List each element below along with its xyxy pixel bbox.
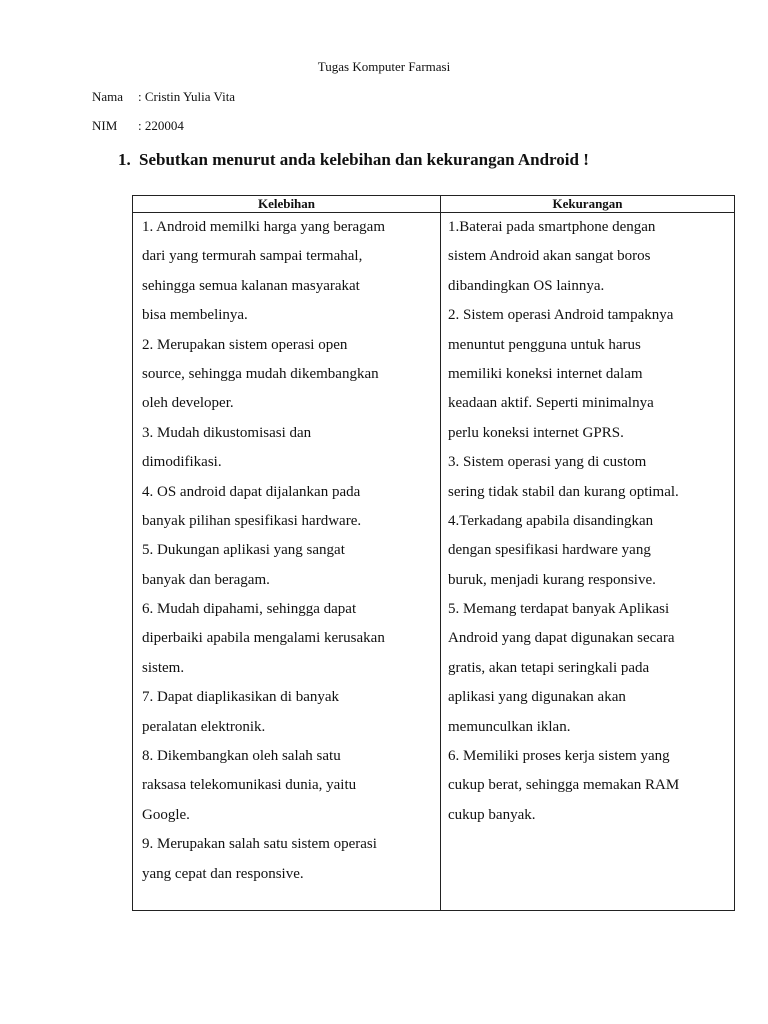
text-line: 2. Sistem operasi Android tampaknya [448, 307, 674, 324]
text-line: dengan spesifikasi hardware yang [448, 542, 651, 559]
question-heading [118, 150, 589, 170]
text-line: perlu koneksi internet GPRS. [448, 424, 624, 441]
question-text: Sebutkan menurut anda kelebihan dan kekurangan Android ! [139, 150, 589, 169]
text-line: source, sehingga mudah dikembangkan [142, 365, 379, 382]
kelebihan-cell [133, 213, 441, 911]
text-line: bisa membelinya. [142, 307, 248, 324]
text-line: 6. Memiliki proses kerja sistem yang [448, 748, 670, 765]
text-line: 3. Sistem operasi yang di custom [448, 454, 647, 471]
text-line: sistem. [142, 659, 185, 676]
kekurangan-list [441, 213, 734, 830]
kekurangan-cell [441, 213, 735, 911]
text-line: 1.Baterai pada smartphone dengan [448, 219, 656, 235]
text-line: cukup berat, sehingga memakan RAM [448, 777, 680, 794]
text-line: raksasa telekomunikasi dunia, yaitu [142, 777, 357, 794]
text-line: dimodifikasi. [142, 454, 222, 471]
text-line: aplikasi yang digunakan akan [448, 689, 626, 706]
text-line: 6. Mudah dipahami, sehingga dapat [142, 601, 357, 618]
text-line: dibandingkan OS lainnya. [448, 277, 605, 294]
text-line: diperbaiki apabila mengalami kerusakan [142, 630, 385, 647]
comparison-table [132, 195, 735, 911]
text-line: sehingga semua kalanan masyarakat [142, 277, 360, 294]
table-body-row [133, 213, 735, 911]
text-line: 9. Merupakan salah satu sistem operasi [142, 836, 377, 853]
name-value: : Cristin Yulia Vita [138, 89, 236, 104]
text-line: memiliki koneksi internet dalam [448, 365, 643, 382]
text-line: 5. Dukungan aplikasi yang sangat [142, 542, 345, 559]
nim-value: : 220004 [138, 118, 184, 133]
question-number: 1. [118, 150, 131, 169]
text-line: banyak pilihan spesifikasi hardware. [142, 512, 362, 529]
text-line: cukup banyak. [448, 806, 536, 823]
text-line: 1. Android memilki harga yang beragam [142, 219, 385, 235]
text-line: menuntut pengguna untuk harus [448, 336, 641, 353]
text-line: Android yang dapat digunakan secara [448, 630, 675, 647]
text-line: buruk, menjadi kurang responsive. [448, 571, 656, 588]
text-line: keadaan aktif. Seperti minimalnya [448, 395, 654, 412]
text-line: yang cepat dan responsive. [142, 865, 304, 882]
header-kelebihan: Kelebihan [133, 196, 441, 213]
kelebihan-list [133, 213, 440, 889]
name-label: Nama [92, 89, 124, 104]
text-line: peralatan elektronik. [142, 718, 266, 735]
text-line: banyak dan beragam. [142, 571, 270, 588]
text-line: 2. Merupakan sistem operasi open [142, 336, 348, 353]
text-line: sistem Android akan sangat boros [448, 248, 651, 265]
text-line: sering tidak stabil dan kurang optimal. [448, 483, 679, 500]
text-line: gratis, akan tetapi seringkali pada [448, 659, 650, 676]
text-line: memunculkan iklan. [448, 718, 571, 735]
text-line: 7. Dapat diaplikasikan di banyak [142, 689, 340, 706]
document-title: Tugas Komputer Farmasi [317, 59, 451, 74]
student-nim-row [92, 118, 184, 134]
table-header-row [133, 196, 735, 213]
text-line: 3. Mudah dikustomisasi dan [142, 424, 312, 441]
text-line: oleh developer. [142, 395, 234, 412]
text-line: dari yang termurah sampai termahal, [142, 248, 363, 265]
text-line: 4. OS android dapat dijalankan pada [142, 483, 361, 500]
text-line: 4.Terkadang apabila disandingkan [448, 512, 654, 529]
text-line: Google. [142, 806, 190, 823]
header-kekurangan: Kekurangan [441, 196, 735, 213]
nim-label: NIM [92, 118, 118, 133]
text-line: 5. Memang terdapat banyak Aplikasi [448, 601, 670, 618]
student-name-row [92, 89, 235, 105]
text-line: 8. Dikembangkan oleh salah satu [142, 748, 341, 765]
